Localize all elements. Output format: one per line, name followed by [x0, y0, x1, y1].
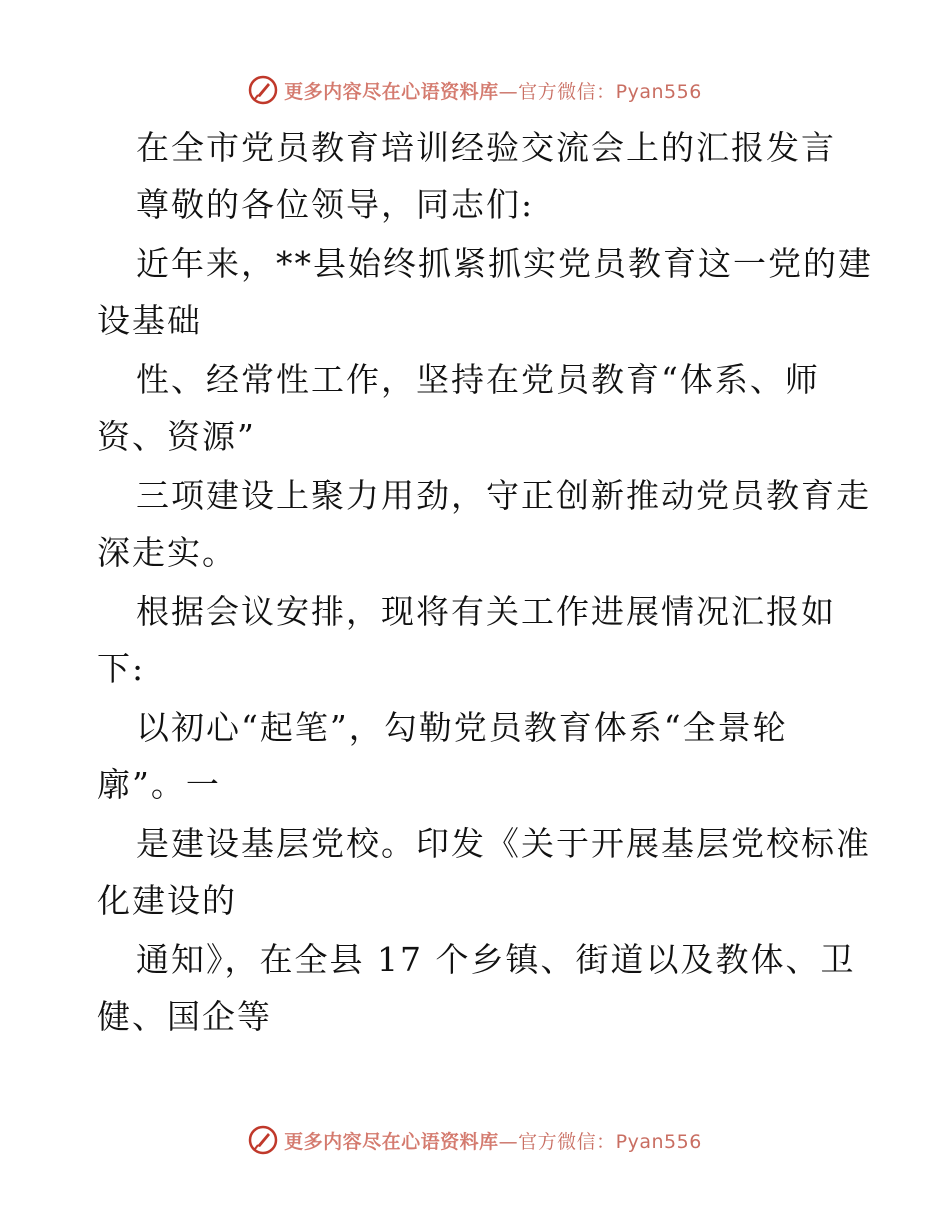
paragraph-line: 设基础 — [97, 301, 202, 340]
paragraph-line: 深走实。 — [97, 533, 237, 572]
quill-logo-icon — [248, 1125, 278, 1155]
paragraph-line: 下: — [97, 649, 146, 688]
quill-logo-icon — [248, 75, 278, 105]
paragraph-line: 性、经常性工作，坚持在党员教育“体系、师 — [136, 360, 820, 399]
salutation: 尊敬的各位领导，同志们: — [136, 185, 535, 224]
paragraph-line: 以初心“起笔”，勾勒党员教育体系“全景轮 — [136, 708, 788, 747]
paragraph-line: 化建设的 — [97, 881, 237, 920]
document-title: 在全市党员教育培训经验交流会上的汇报发言 — [136, 128, 836, 167]
banner-wechat: —官方微信：Pyan556 — [498, 1130, 702, 1153]
banner-text — [284, 77, 702, 104]
paragraph-line: 三项建设上聚力用劲，守正创新推动党员教育走 — [136, 476, 871, 515]
paragraph-line: 健、国企等 — [97, 997, 272, 1036]
banner-wechat: —官方微信：Pyan556 — [498, 80, 702, 103]
paragraph-line: 通知》，在全县 17 个乡镇、街道以及教体、卫 — [136, 940, 856, 979]
banner-text — [284, 1127, 702, 1154]
header-banner — [0, 70, 950, 110]
paragraph-line: 根据会议安排，现将有关工作进展情况汇报如 — [136, 592, 836, 631]
paragraph-line: 近年来，**县始终抓紧抓实党员教育这一党的建 — [136, 244, 873, 283]
paragraph-line: 廓”。一 — [97, 765, 221, 804]
footer-banner — [0, 1120, 950, 1160]
paragraph-line: 是建设基层党校。印发《关于开展基层党校标准 — [136, 824, 871, 863]
paragraph-line: 资、资源” — [97, 417, 256, 456]
banner-title: 更多内容尽在心语资料库 — [284, 80, 499, 103]
banner-title: 更多内容尽在心语资料库 — [284, 1130, 499, 1153]
